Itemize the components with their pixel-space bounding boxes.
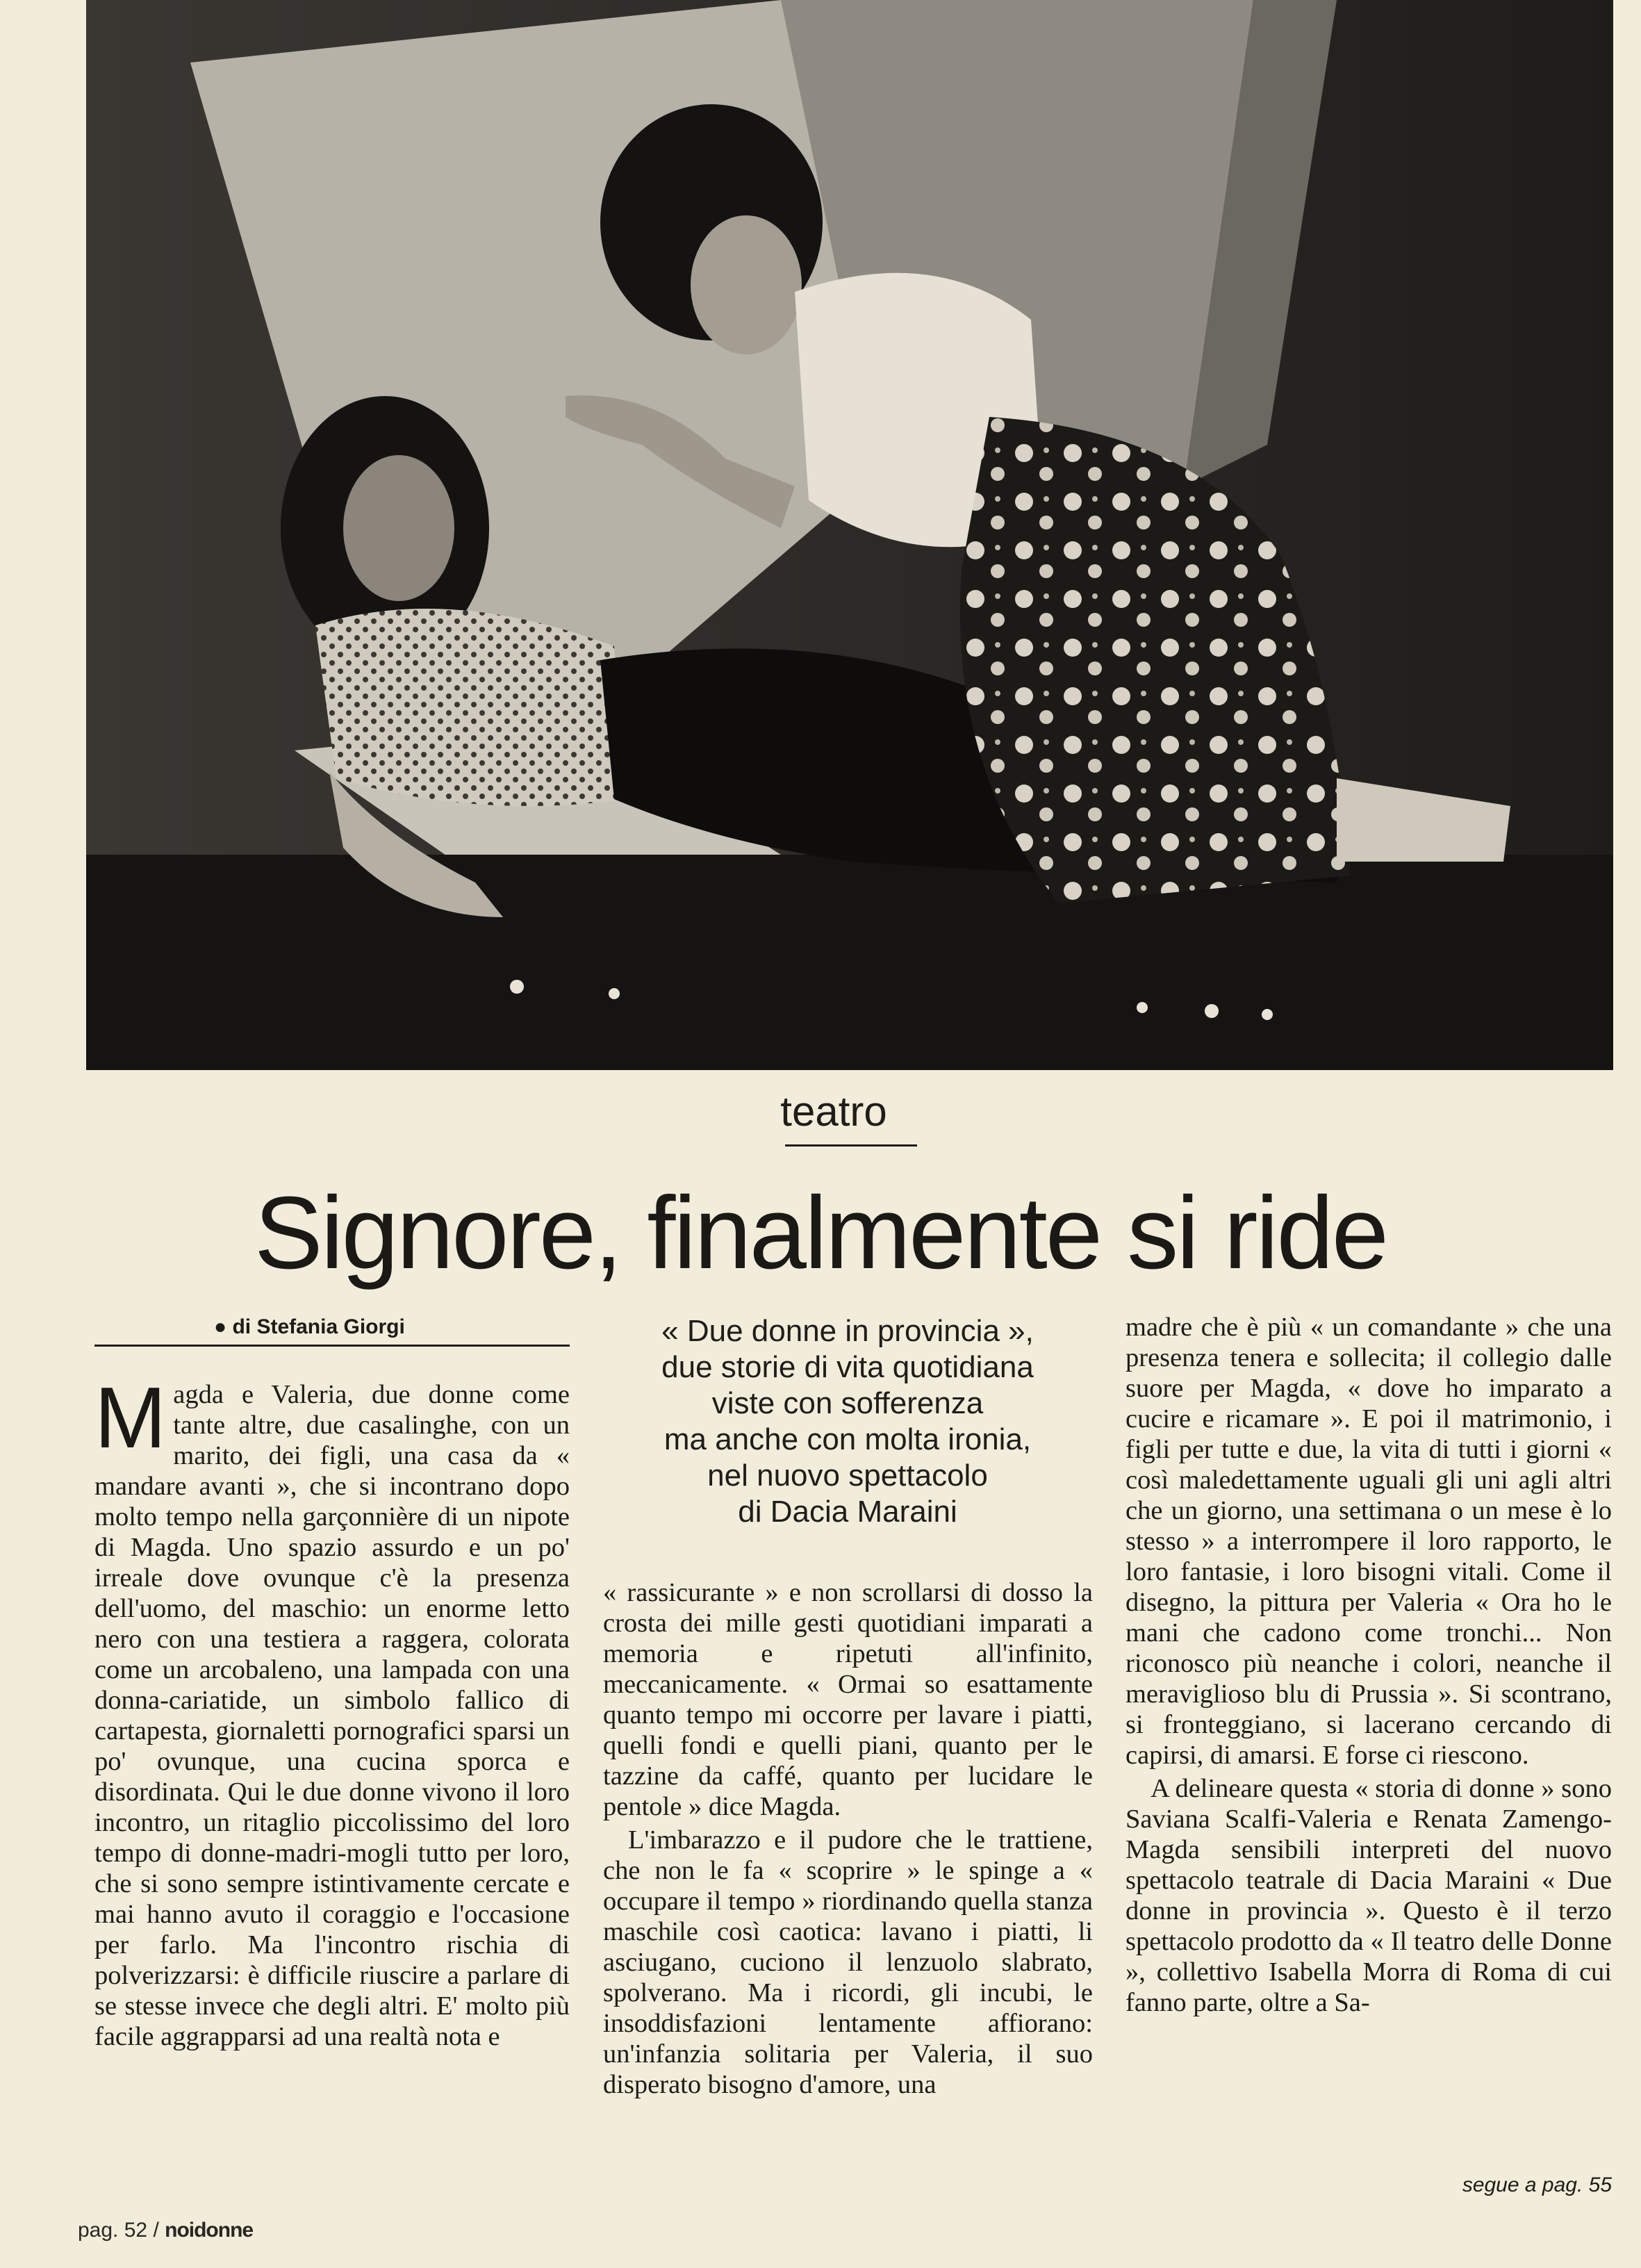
headline: Signore, finalmente si ride: [254, 1176, 1387, 1290]
magazine-name: noidonne: [165, 2219, 254, 2242]
deck-line: nel nuovo spettacolo: [707, 1458, 988, 1493]
article-column-2: [603, 1577, 1093, 2161]
article-column-1: [94, 1379, 570, 2161]
continued-note: segue a pag. 55: [1462, 2174, 1612, 2196]
deck-line: viste con sofferenza: [711, 1386, 984, 1420]
section-label: teatro: [780, 1088, 887, 1135]
drop-cap: M: [94, 1379, 167, 1466]
paragraph: madre che è più « un comandante » che una presenza tenera e sollecita; il collegio dalle suore per Magda, « dove ho imparato a cucire e ricamare ». E poi il matrimonio, i figli per tutte e due, la vita di tutti i giorni « così maledettamente uguali gli uni agli altri che un giorno, una settimana o un mese è lo stesso » a interrompere il loro rapporto, le loro fantasie, i loro bisogni vitali. Come il disegno, la pittura per Valeria « Ora ho le mani che cadono come tronchi... Non riconosco più neanche i colori, neanche il meraviglioso blu di Prussia ». Si scontrano, si fronteggiano, si lacerano cercando di capirsi, di amarsi. E forse ci riescono.: [1125, 1313, 1612, 1770]
deck-line: ma anche con molta ironia,: [663, 1422, 1032, 1456]
deck-line: due storie di vita quotidiana: [661, 1350, 1034, 1384]
paragraph: L'imbarazzo e il pudore che le trattiene, che non le fa « scoprire » le spinge a « occupare il tempo » riordinando quella stanza maschile così caotica: lavano i piatti, li asciugano, cuciono il lenzuolo slabrato, spolverano. Ma i ricordi, gli incubi, le insoddisfazioni lentamente affiorano: un'infanzia solitaria per Valeria, il suo disperato bisogno d'amore, una: [603, 1825, 1093, 2099]
footer-separator: /: [153, 2219, 159, 2242]
deck-line: « Due donne in provincia »,: [661, 1314, 1034, 1348]
page-footer: [78, 2219, 253, 2242]
page-number: pag. 52: [78, 2219, 148, 2242]
paragraph: A delineare questa « storia di donne » sono Saviana Scalfi-Valeria e Renata Zamengo-Magda sensibili interpreti del nuovo spettacolo teatrale di Dacia Maraini « Due donne in provincia ». Questo è il terzo spettacolo prodotto da « Il teatro delle Donne », collettivo Isabella Morra di Roma di cui fanno parte, oltre a Sa-: [1125, 1774, 1612, 2017]
article-column-3: [1125, 1312, 1612, 2161]
paragraph: agda e Valeria, due donne come tante altre, due casalinghe, con un marito, dei figli, una casa da « mandare avanti », che si incontrano dopo molto tempo nella garçonnière di un nipote di Magda. Uno spazio assurdo e un po' irreale dove ovunque c'è la presenza dell'uomo, del maschio: un enorme letto nero con una testiera a raggera, colorata come un arcobaleno, una lampada con una donna-cariatide, un simbolo fallico di cartapesta, giornaletti pornografici sparsi un po' ovunque, una cucina sporca e disordinata. Qui le due donne vivono il loro incontro, un ritaglio piccolissimo del loro tempo di donne-madri-mogli tutto per loro, che si sono sempre istintivamente cercate e mai hanno avuto il coraggio e l'occasione per farlo. Ma l'incontro rischia di polverizzarsi: è difficile riuscire a parlare di se stesse invece che degli altri. E' molto più facile aggrapparsi ad una realtà nota e: [94, 1380, 570, 2051]
photo-illustration: [86, 0, 1613, 1070]
deck: [591, 1313, 1105, 1530]
byline: ● di Stefania Giorgi: [214, 1315, 405, 1338]
section-rule: [785, 1144, 917, 1147]
article-photo: [86, 0, 1613, 1070]
paragraph: « rassicurante » e non scrollarsi di dosso la crosta dei mille gesti quotidiani imparati a memoria e ripetuti all'infinito, meccanicamente. « Ormai so esattamente quanto tempo mi occorre per lavare i piatti, quelli fondi e quelli piani, quanto per le tazzine da caffé, quanto per lucidare le pentole » dice Magda.: [603, 1578, 1093, 1821]
deck-line: di Dacia Maraini: [738, 1495, 957, 1529]
byline-rule: [94, 1345, 570, 1347]
